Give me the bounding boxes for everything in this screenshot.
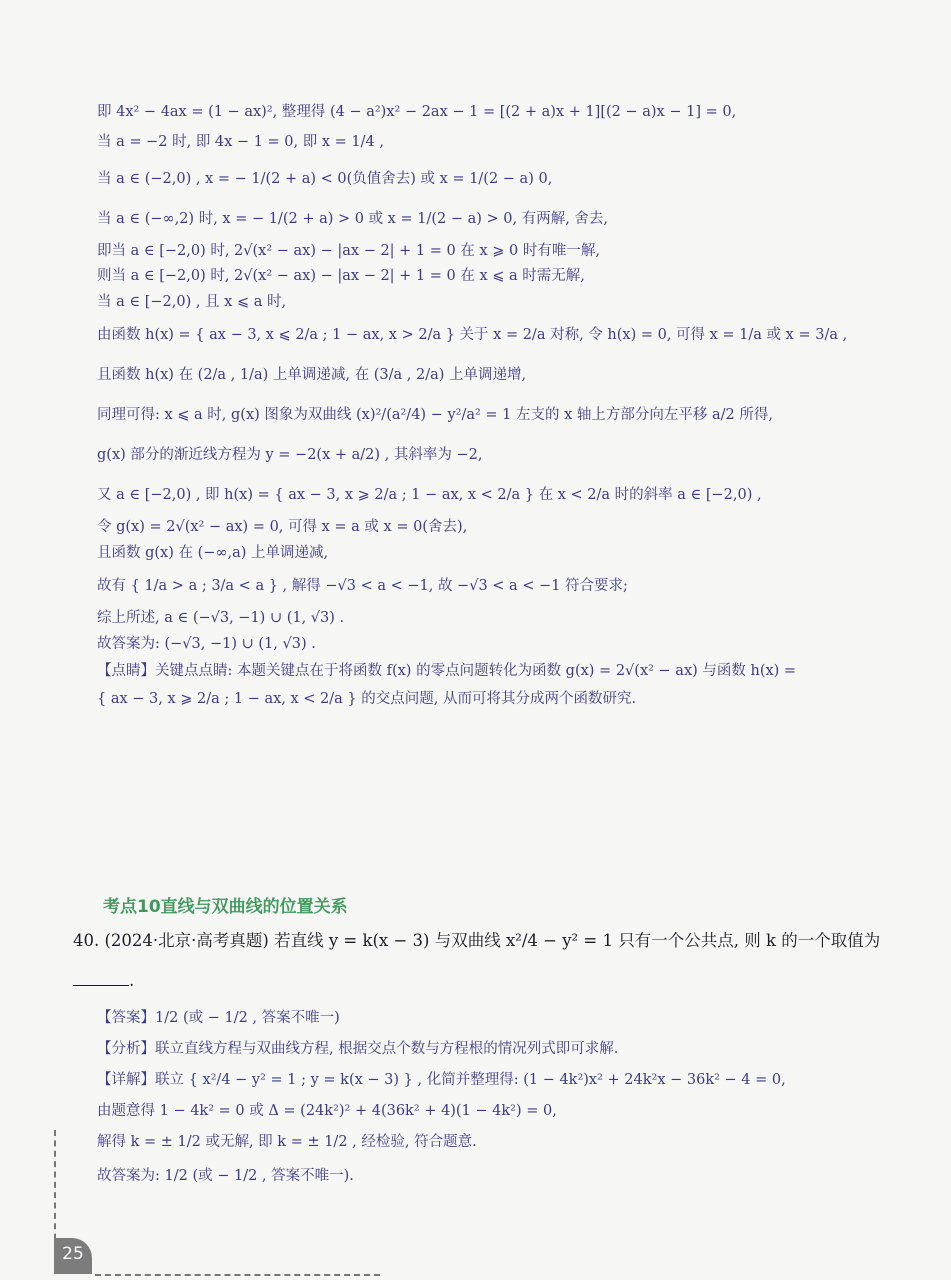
- solution-line-14: 且函数 g(x) 在 (−∞,a) 上单调递减,: [97, 544, 329, 561]
- answer-text: 1/2 (或 − 1/2 , 答案不唯一): [155, 1010, 340, 1026]
- analysis-line: [97, 1035, 897, 1063]
- solution-line-11: g(x) 部分的渐近线方程为 y = −2(x + a/2) , 其斜率为 −2,: [97, 447, 483, 463]
- solution-line-10: 同理可得: x ⩽ a 时, g(x) 图象为双曲线 (x)²/(a²/4) − y²/a² = 1 左支的 x 轴上方部分向左平移 a/2 所得,: [97, 407, 773, 423]
- solution-line-6: 则当 a ∈ [−2,0) 时, 2√(x² − ax) − |ax − 2| + 1 = 0 在 x ⩽ a 时需无解,: [97, 268, 585, 284]
- margin-dashed-line: [54, 1130, 56, 1250]
- solution-line-7: 当 a ∈ [−2,0) , 且 x ⩽ a 时,: [97, 293, 287, 310]
- section-title: 考点10直线与双曲线的位置关系: [103, 897, 348, 917]
- note-text: 关键点点睛: 本题关键点在于将函数 f(x) 的零点问题转化为函数 g(x) = 2√(x² − ax) 与函数 h(x) =: [155, 663, 797, 679]
- answer-blank-line: [73, 968, 903, 994]
- question-tail: .: [129, 971, 135, 990]
- detail-tag: 【详解】: [97, 1072, 155, 1088]
- solution-line-4: 当 a ∈ (−∞,2) 时, x = − 1/(2 + a) > 0 或 x = 1/(2 − a) > 0, 有两解, 舍去,: [97, 210, 609, 227]
- page-number: 25: [62, 1244, 84, 1264]
- solution-block: [97, 100, 897, 713]
- solution-line-16: 综上所述, a ∈ (−√3, −1) ∪ (1, √3) .: [97, 610, 345, 626]
- footer-dashed-line: [95, 1274, 380, 1276]
- key-point-note: [97, 659, 897, 713]
- solution-line-9: 且函数 h(x) 在 (2/a , 1/a) 上单调递减, 在 (3/a , 2/a) 上单调递增,: [97, 367, 527, 383]
- detail-line-4: 故答案为: 1/2 (或 − 1/2 , 答案不唯一).: [97, 1168, 354, 1184]
- solution-line-17: 故答案为: (−√3, −1) ∪ (1, √3) .: [97, 635, 316, 652]
- solution-line-12: 又 a ∈ [−2,0) , 即 h(x) = { ax − 3, x ⩾ 2/a ; 1 − ax, x < 2/a } 在 x < 2/a 时的斜率 a ∈ [−2,0) ,: [97, 487, 762, 503]
- analysis-text: 联立直线方程与双曲线方程, 根据交点个数与方程根的情况列式即可求解.: [155, 1041, 619, 1057]
- solution-line-15: 故有 { 1/a > a ; 3/a < a } , 解得 −√3 < a < −1, 故 −√3 < a < −1 符合要求;: [97, 578, 628, 594]
- detail-line: [97, 1063, 897, 1097]
- solution-line-2: 当 a = −2 时, 即 4x − 1 = 0, 即 x = 1/4 ,: [97, 133, 384, 150]
- solution-line-8: 由函数 h(x) = { ax − 3, x ⩽ 2/a ; 1 − ax, x > 2/a } 关于 x = 2/a 对称, 令 h(x) = 0, 可得 x = 1/a 或 x = 3/a ,: [97, 327, 848, 343]
- detail-line-3: 解得 k = ± 1/2 或无解, 即 k = ± 1/2 , 经检验, 符合题意.: [97, 1134, 477, 1150]
- answer-block: [97, 1001, 897, 1193]
- solution-line-13: 令 g(x) = 2√(x² − ax) = 0, 可得 x = a 或 x = 0(舍去),: [97, 519, 468, 535]
- note-continuation: { ax − 3, x ⩾ 2/a ; 1 − ax, x < 2/a } 的交点问题, 从而可将其分成两个函数研究.: [97, 690, 637, 707]
- detail-text: 联立 { x²/4 − y² = 1 ; y = k(x − 3) } , 化简并整理得: (1 − 4k²)x² + 24k²x − 36k² − 4 = 0,: [155, 1072, 786, 1088]
- solution-line-5: 即当 a ∈ [−2,0) 时, 2√(x² − ax) − |ax − 2| + 1 = 0 在 x ⩾ 0 时有唯一解,: [97, 242, 600, 259]
- analysis-tag: 【分析】: [97, 1041, 155, 1057]
- answer-tag: 【答案】: [97, 1010, 155, 1026]
- note-tag: 【点睛】: [97, 663, 155, 679]
- question-40: [73, 928, 903, 994]
- solution-line-1: 即 4x² − 4ax = (1 − ax)², 整理得 (4 − a²)x² − 2ax − 1 = [(2 + a)x + 1][(2 − a)x − 1] = 0,: [97, 104, 737, 120]
- solution-line-3: 当 a ∈ (−2,0) , x = − 1/(2 + a) < 0(负值舍去) 或 x = 1/(2 − a) 0,: [97, 170, 553, 187]
- question-text: 40. (2024·北京·高考真题) 若直线 y = k(x − 3) 与双曲线 x²/4 − y² = 1 只有一个公共点, 则 k 的一个取值为: [73, 931, 881, 950]
- answer-line: [97, 1001, 897, 1035]
- answer-blank: [73, 971, 129, 986]
- detail-line-2: 由题意得 1 − 4k² = 0 或 Δ = (24k²)² + 4(36k² + 4)(1 − 4k²) = 0,: [97, 1103, 557, 1119]
